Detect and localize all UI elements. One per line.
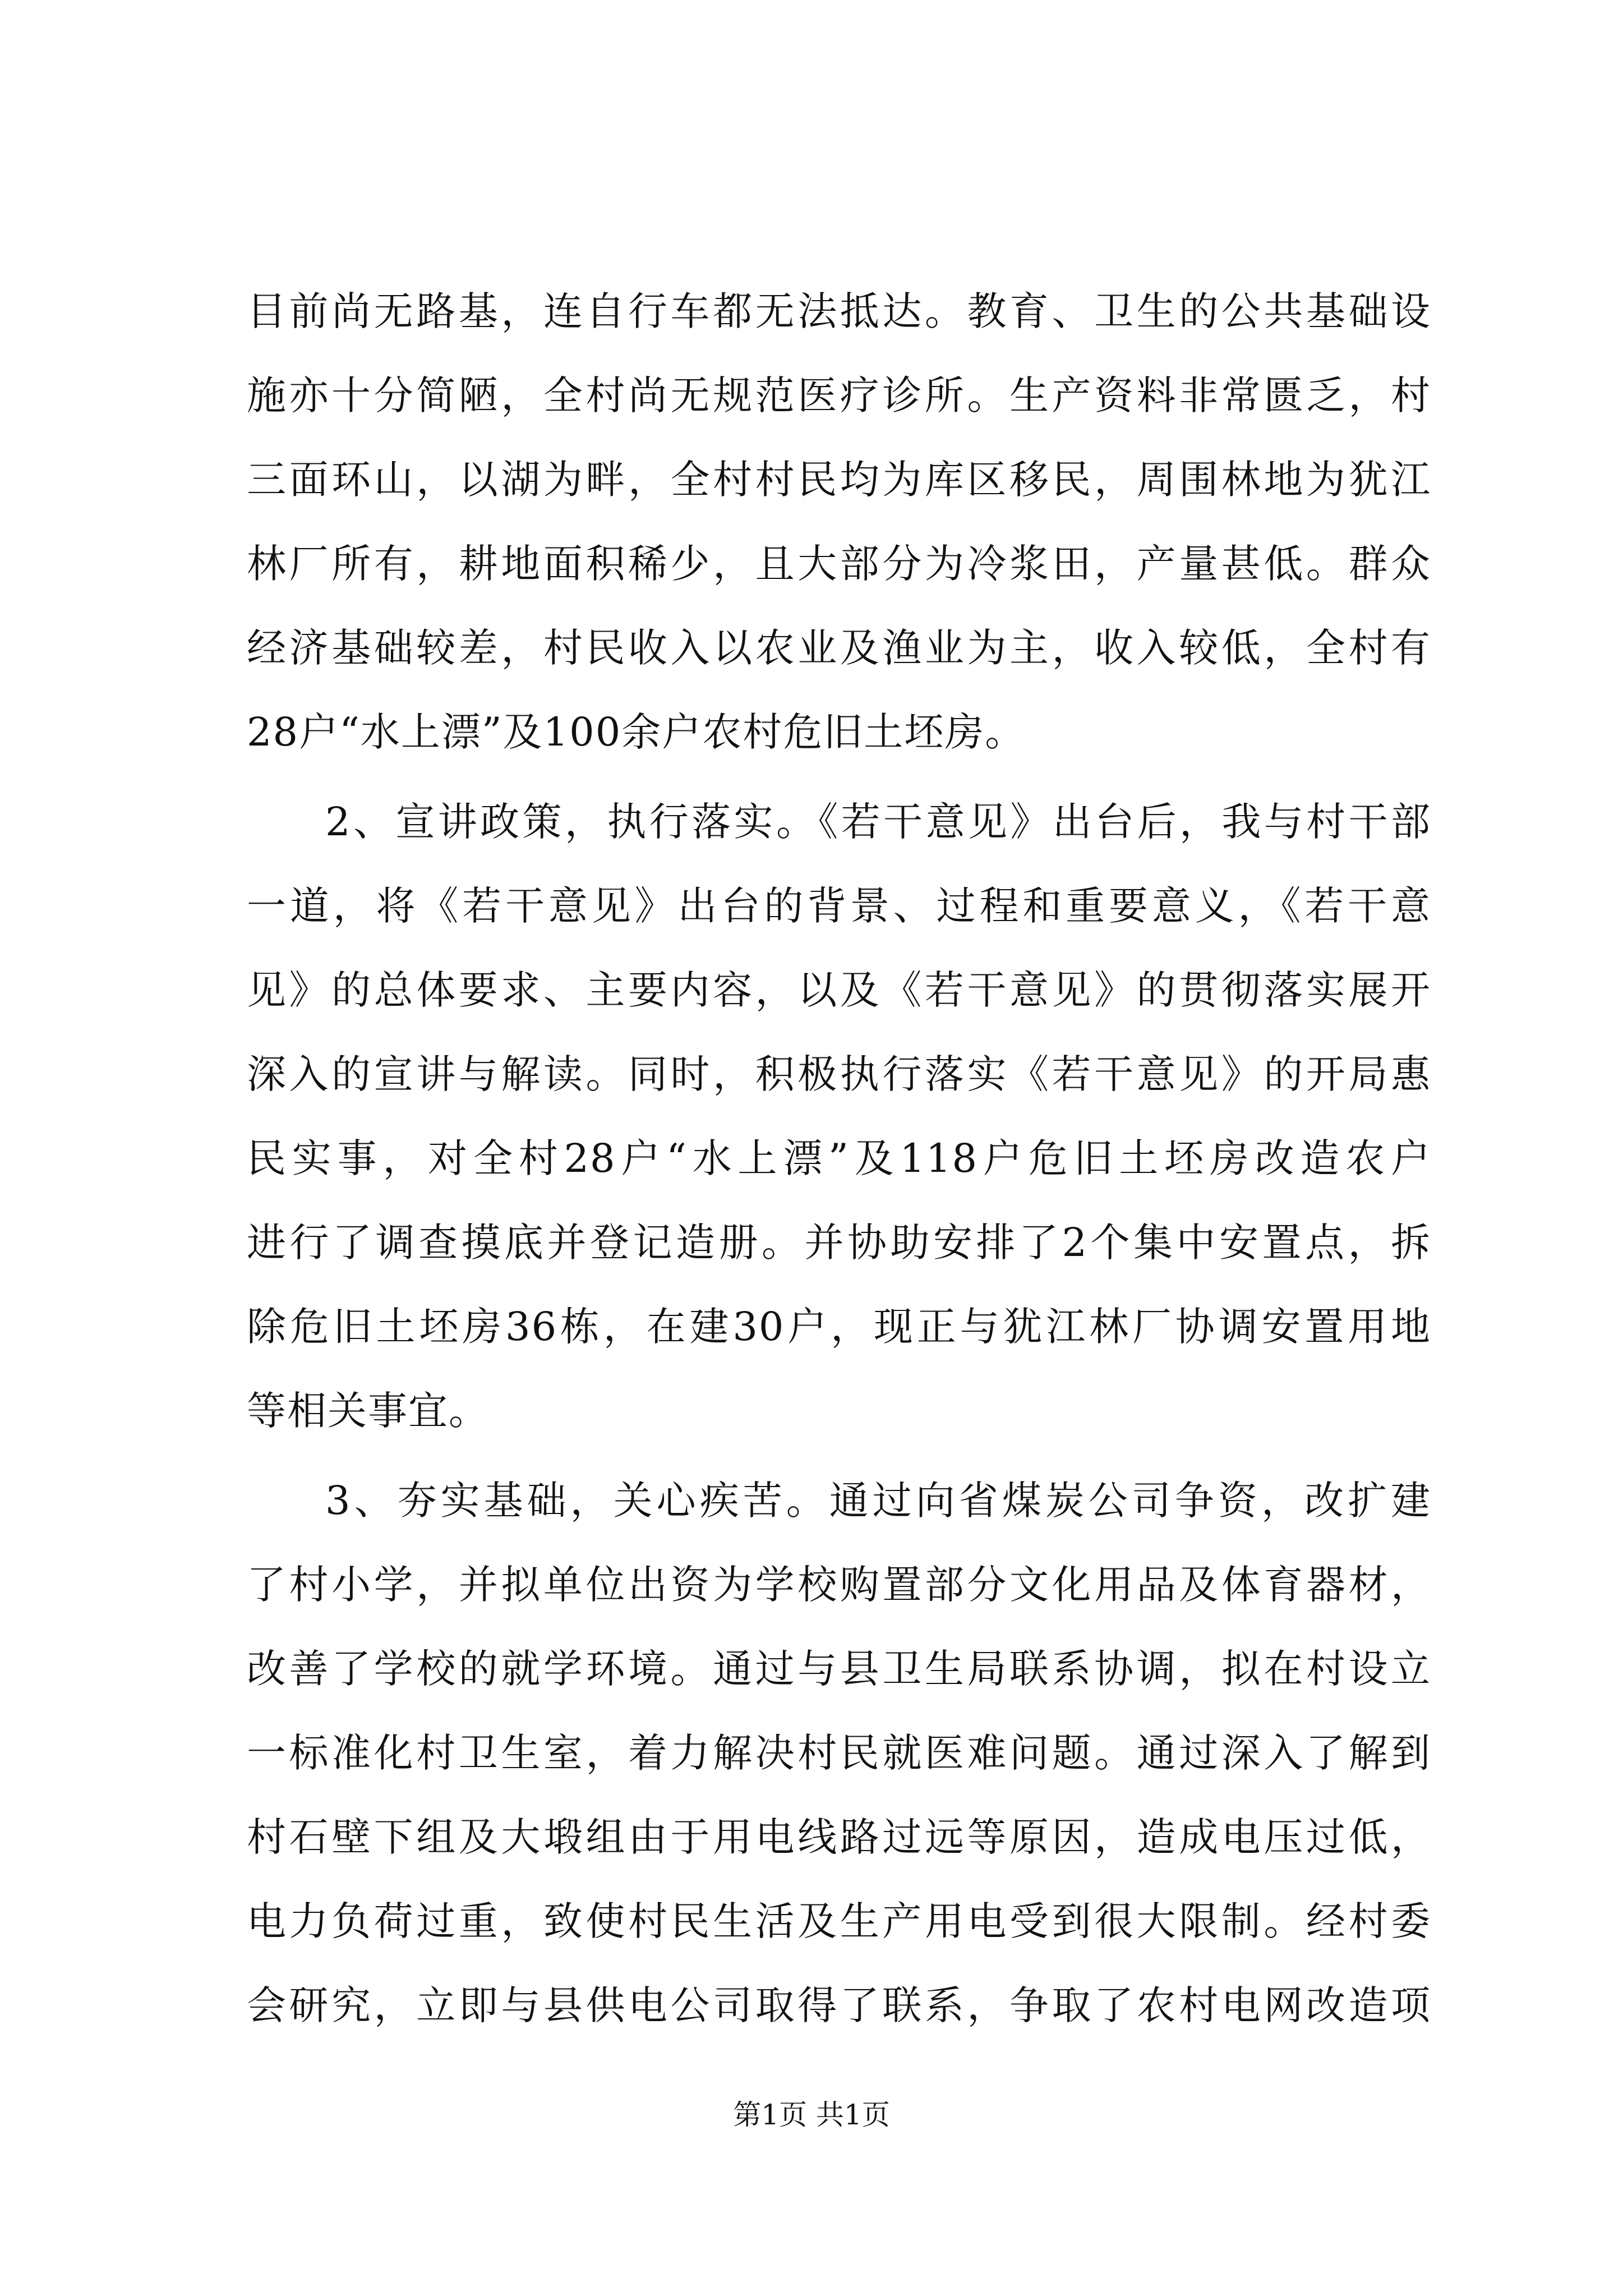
text-line: 林厂所有，耕地面积稀少，且大部分为冷浆田，产量甚低。群众	[247, 541, 1431, 587]
text-line: 施亦十分简陋，全村尚无规范医疗诊所。生产资料非常匮乏，村	[247, 372, 1431, 418]
text-line: 目前尚无路基，连自行车都无法抵达。教育、卫生的公共基础设	[247, 288, 1431, 334]
text-line: 改善了学校的就学环境。通过与县卫生局联系协调，拟在村设立	[247, 1646, 1431, 1692]
text-line: 一道，将《若干意见》出台的背景、过程和重要意义，《若干意	[247, 883, 1431, 929]
text-line: 电力负荷过重，致使村民生活及生产用电受到很大限制。经村委	[247, 1898, 1431, 1944]
page-footer	[0, 2092, 1623, 2133]
text-line: 28户“水上漂”及100余户农村危旧土坯房。	[247, 709, 1026, 755]
text-line: 了村小学，并拟单位出资为学校购置部分文化用品及体育器材，	[247, 1562, 1431, 1608]
text-line: 等相关事宜。	[247, 1388, 489, 1434]
text-line: 3、夯实基础，关心疾苦。通过向省煤炭公司争资，改扩建	[325, 1478, 1431, 1524]
text-line: 2、宣讲政策，执行落实。《若干意见》出台后，我与村干部	[325, 799, 1431, 845]
text-line: 深入的宣讲与解读。同时，积极执行落实《若干意见》的开局惠	[247, 1051, 1431, 1097]
text-line: 经济基础较差，村民收入以农业及渔业为主，收入较低，全村有	[247, 625, 1431, 671]
document-body	[247, 288, 1431, 2070]
text-line: 一标准化村卫生室，着力解决村民就医难问题。通过深入了解到	[247, 1730, 1431, 1776]
text-line: 见》的总体要求、主要内容，以及《若干意见》的贯彻落实展开	[247, 967, 1431, 1013]
text-line: 村石壁下组及大塅组由于用电线路过远等原因，造成电压过低，	[247, 1814, 1431, 1860]
text-line: 进行了调查摸底并登记造册。并协助安排了2个集中安置点，拆	[247, 1220, 1431, 1266]
text-line: 三面环山，以湖为畔，全村村民均为库区移民，周围林地为犹江	[247, 457, 1431, 503]
text-line: 会研究，立即与县供电公司取得了联系，争取了农村电网改造项	[247, 1982, 1431, 2028]
text-line: 除危旧土坯房36栋，在建30户，现正与犹江林厂协调安置用地	[247, 1304, 1431, 1350]
text-line: 民实事，对全村28户“水上漂”及118户危旧土坯房改造农户	[247, 1135, 1431, 1181]
page-number-label: 第1页 共1页	[733, 2099, 890, 2131]
